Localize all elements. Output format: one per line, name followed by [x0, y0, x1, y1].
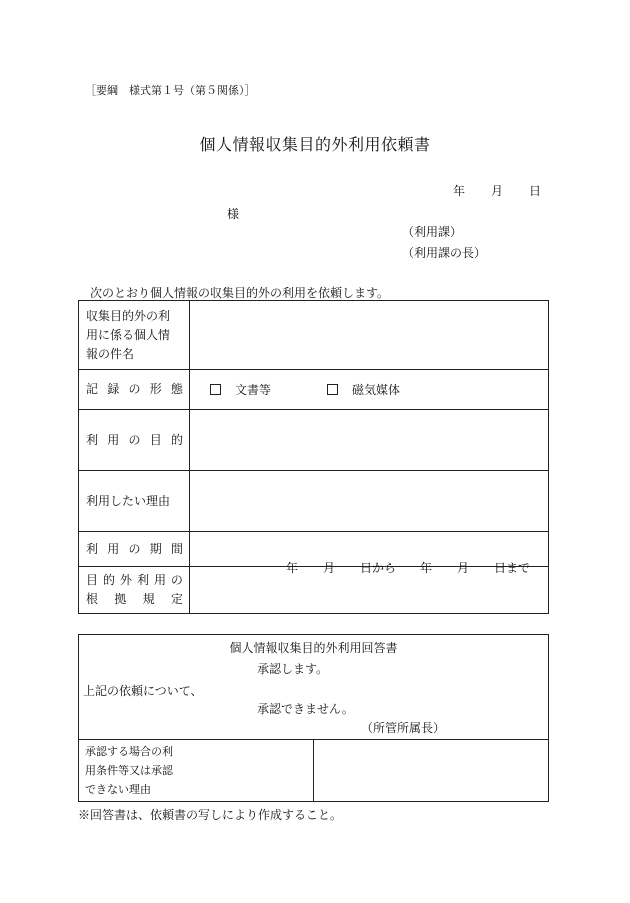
requester-dept: （利用課）: [402, 225, 463, 239]
row-basis: [79, 567, 549, 614]
answer-body: [79, 635, 549, 740]
page-title: 個人情報収集目的外利用依頼書: [199, 135, 431, 154]
requester-head: （利用課の長）: [402, 246, 487, 260]
date-month: 月: [491, 184, 504, 198]
row-reason: [79, 471, 549, 532]
row-period: [79, 532, 549, 567]
label-subject: 収集目的外の利 用に係る個人情 報の件名: [79, 301, 190, 370]
input-purpose[interactable]: [190, 410, 549, 471]
answer-title: 個人情報収集目的外利用回答書: [229, 641, 398, 655]
label-period: 利 用 の 期 間: [79, 532, 190, 567]
row-record-form: [79, 370, 549, 410]
answer-office-head: （所管所属長）: [361, 721, 446, 735]
date-year: 年: [453, 184, 466, 198]
input-conditions[interactable]: [314, 740, 549, 802]
row-purpose: [79, 410, 549, 471]
row-subject: [79, 301, 549, 370]
label-purpose: 利 用 の 目 的: [79, 410, 190, 471]
request-table: [78, 300, 549, 614]
answer-conditions-row: [79, 740, 549, 802]
label-record-form: 記 録 の 形 態: [79, 370, 190, 410]
answer-reject[interactable]: 承認できません。: [257, 702, 354, 716]
label-reason: 利用したい理由: [79, 471, 190, 532]
checkbox-documents[interactable]: [210, 384, 221, 395]
answer-regarding: 上記の依頼について、: [83, 684, 203, 698]
addressee-suffix: 様: [227, 207, 240, 221]
label-conditions: 承認する場合の利 用条件等又は承認 できない理由: [79, 740, 314, 802]
input-reason[interactable]: [190, 471, 549, 532]
option-documents-label: 文書等: [235, 383, 272, 397]
answer-approve[interactable]: 承認します。: [257, 662, 329, 676]
intro-text: 次のとおり個人情報の収集目的外の利用を依頼します。: [90, 286, 390, 300]
checkbox-magnetic-media[interactable]: [327, 384, 338, 395]
form-reference: ［要綱 様式第１号（第５関係）］: [85, 84, 256, 97]
record-form-options: [190, 370, 549, 410]
answer-table: [78, 634, 549, 802]
answer-body-row: [79, 635, 549, 740]
input-period[interactable]: 年 月 日から 年 月 日まで: [190, 532, 549, 567]
input-subject[interactable]: [190, 301, 549, 370]
footnote: ※回答書は、依頼書の写しにより作成すること。: [78, 808, 343, 822]
date-day: 日: [529, 184, 542, 198]
option-magnetic-media-label: 磁気媒体: [352, 383, 401, 397]
date-line: [453, 182, 541, 199]
label-basis: 目 的 外 利 用 の 根 拠 規 定: [79, 567, 190, 614]
